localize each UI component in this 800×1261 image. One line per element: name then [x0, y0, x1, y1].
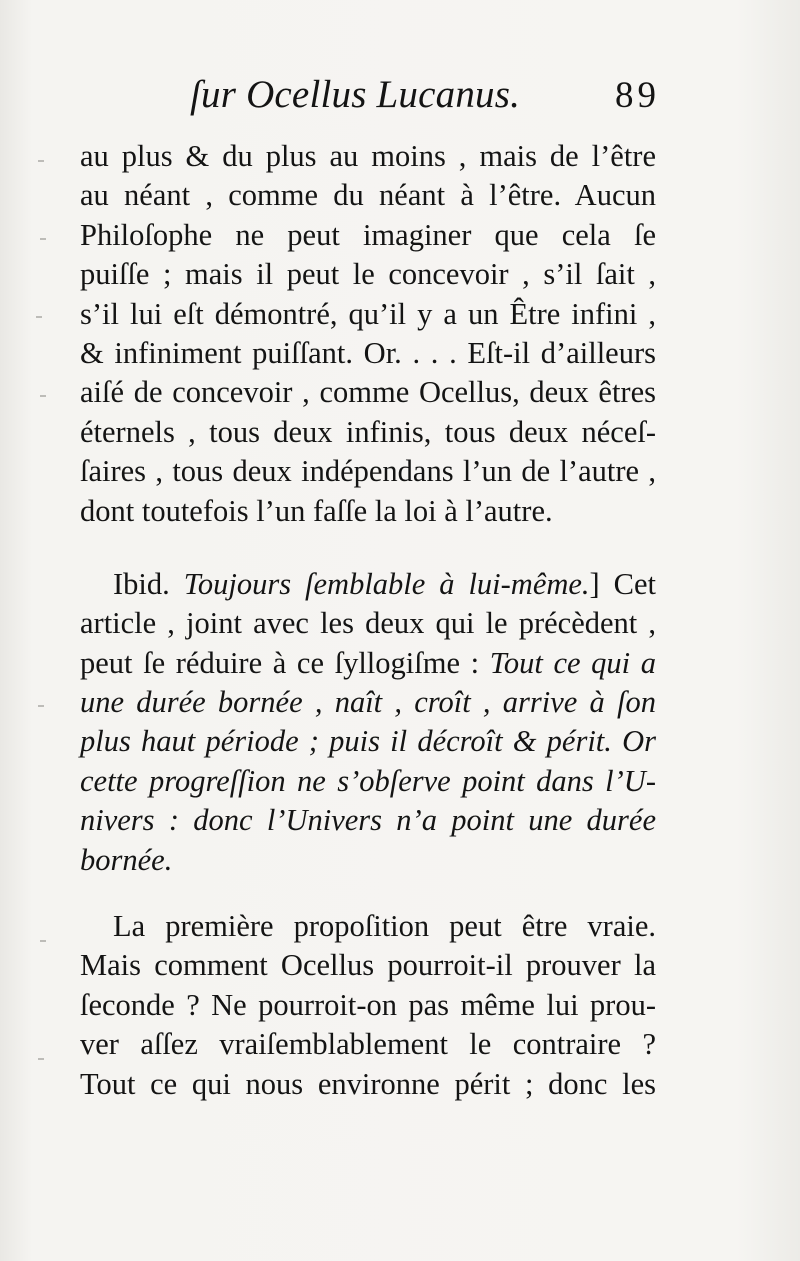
margin-mark: [36, 316, 42, 318]
text-line: ſeconde ? Ne pourroit-on pas même lui prou-: [80, 987, 656, 1022]
text-line: [80, 644, 656, 683]
paragraph-gap: [80, 880, 656, 907]
text-line: article , joint avec les deux qui le précèdent ,: [80, 606, 656, 641]
margin-mark: [40, 940, 46, 942]
text-fragment: peut ſe réduire à ce ſyllogiſme :: [80, 645, 480, 680]
ibid-lead: Ibid.: [113, 566, 170, 601]
line-tail: ] Cet: [589, 566, 656, 601]
text-line: [80, 565, 656, 604]
text-line: bornée.: [80, 842, 173, 877]
paragraph-2: [80, 565, 656, 880]
paragraph-1: [80, 137, 656, 531]
margin-mark: [38, 160, 44, 162]
text-line: & infiniment puiſſant. Or. . . . Eſt-il d’ailleurs: [80, 335, 656, 370]
text-line: plus haut période ; puis il décroît & périt. Or: [80, 724, 656, 759]
text-line: La première propoſition peut être vraie.: [113, 909, 656, 944]
text-line: Tout ce qui nous environne périt ; donc les: [80, 1066, 656, 1101]
page-header: [190, 72, 660, 132]
text-line: s’il lui eſt démontré, qu’il y a un Être infini ,: [80, 296, 656, 331]
text-line: au plus & du plus au moins , mais de l’être: [80, 139, 656, 173]
margin-mark: [38, 705, 44, 707]
text-line: nivers : donc l’Univers n’a point une durée: [80, 803, 656, 838]
text-line: Philoſophe ne peut imaginer que cela ſe: [80, 217, 656, 252]
text-line: cette progreſſion ne s’obſerve point dans l’U-: [80, 763, 656, 798]
margin-mark: [40, 395, 46, 397]
paragraph-3: [80, 907, 656, 1104]
margin-mark: [38, 1058, 44, 1060]
text-line: Mais comment Ocellus pourroit-il prouver la: [80, 948, 656, 983]
text-line: aiſé de concevoir , comme Ocellus, deux êtres: [80, 375, 656, 410]
text-line: puiſſe ; mais il peut le concevoir , s’il ſait ,: [80, 257, 656, 292]
quoted-phrase: Toujours ſemblable à lui-même.: [183, 566, 590, 601]
syllogism-start: Tout ce qui a: [489, 645, 656, 680]
text-line: au néant , comme du néant à l’être. Aucun: [80, 178, 656, 213]
text-line: éternels , tous deux infinis, tous deux néceſ-: [80, 414, 656, 449]
page-body: [80, 137, 656, 1104]
text-line: dont toutefois l’un faſſe la loi à l’autre.: [80, 493, 553, 528]
text-line: ver aſſez vraiſemblablement le contraire ?: [80, 1027, 656, 1062]
text-line: une durée bornée , naît , croît , arrive à ſon: [80, 685, 656, 720]
page-number: 89: [615, 75, 660, 116]
paragraph-gap: [80, 531, 656, 565]
running-head: ſur Ocellus Lucanus.: [190, 73, 521, 116]
margin-mark: [40, 238, 46, 240]
text-line: ſaires , tous deux indépendans l’un de l’autre ,: [80, 454, 656, 489]
